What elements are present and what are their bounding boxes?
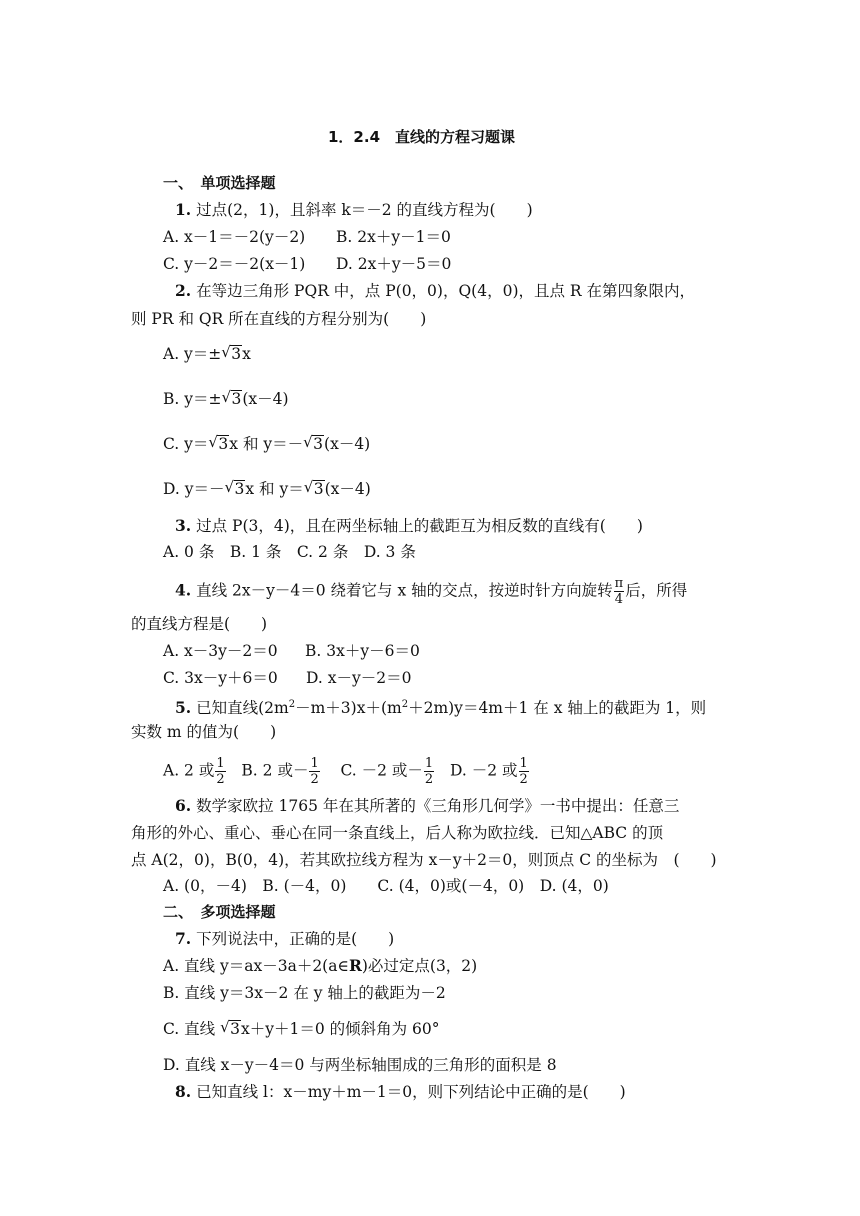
fraction-half: $\frac{1}{2}$ bbox=[310, 756, 319, 787]
q4-option-a: A. x－3y－2＝0 bbox=[163, 642, 278, 660]
fraction-half: $\frac{1}{2}$ bbox=[216, 756, 225, 787]
q7-option-a: A. 直线 y＝ax－3a＋2(a∈R)必过定点(3，2) bbox=[163, 956, 478, 975]
fraction-half: $\frac{1}{2}$ bbox=[519, 756, 528, 787]
section-single-choice: 一、 单项选择题 bbox=[163, 174, 276, 192]
q6-stem-line3: 点 A(2，0)，B(0，4)，若其欧拉线方程为 x－y＋2＝0，则顶点 C 的坐标为 ( ) bbox=[131, 851, 717, 869]
q2-option-b: B. y＝±√ 3(x－4) bbox=[163, 388, 289, 410]
q4-option-c: C. 3x－y＋6＝0 bbox=[163, 669, 278, 687]
sqrt: √ 3 bbox=[229, 1020, 241, 1037]
sqrt: √ 3 bbox=[217, 435, 229, 452]
q6-stem-line1: 6. 数学家欧拉 1765 年在其所著的《三角形几何学》一书中提出：任意三 bbox=[175, 796, 680, 815]
q1-option-a: A. x－1＝－2(y－2) bbox=[163, 228, 306, 246]
q7-option-b: B. 直线 y＝3x－2 在 y 轴上的截距为－2 bbox=[163, 984, 446, 1002]
q2-option-c: C. y＝√ 3x 和 y＝－√ 3(x－4) bbox=[163, 433, 370, 455]
q5-stem-line1: 5. 已知直线$(2m^2-m+3)x+(m^2+2m)y=4m+1$ 在 x 轴上的截距为 1，则 bbox=[175, 698, 707, 717]
q8-stem: 8. 已知直线 l：x－my＋m－1＝0，则下列结论中正确的是( ) bbox=[175, 1082, 626, 1101]
sqrt: √ 3 bbox=[234, 480, 246, 497]
q7-stem: 7. 下列说法中，正确的是( ) bbox=[175, 929, 395, 948]
q2-stem-line2: 则 PR 和 QR 所在直线的方程分别为( ) bbox=[131, 310, 427, 328]
q5-stem-line2: 实数 m 的值为( ) bbox=[131, 723, 277, 741]
q1-option-c: C. y－2＝－2(x－1) bbox=[163, 255, 306, 273]
fraction-pi-over-4: $\frac{\pi}{4}$ bbox=[614, 576, 624, 607]
q2-option-a: A. y＝±√ 3x bbox=[163, 343, 251, 365]
q2-stem-line1: 2. 在等边三角形 PQR 中，点 P(0，0)，Q(4，0)，且点 R 在第四象限内， bbox=[175, 281, 696, 300]
sqrt: √ 3 bbox=[312, 435, 324, 452]
sqrt: √ 3 bbox=[313, 480, 325, 497]
sqrt: √ 3 bbox=[231, 390, 243, 407]
section-multiple-choice: 二、 多项选择题 bbox=[163, 903, 276, 921]
page-title: 1．2.4 直线的方程习题课 bbox=[328, 128, 516, 146]
q4-option-d: D. x－y－2＝0 bbox=[306, 669, 412, 687]
q7-option-d: D. 直线 x－y－4＝0 与两坐标轴围成的三角形的面积是 8 bbox=[163, 1056, 557, 1074]
q7-option-c: C. 直线 √ 3x＋y＋1＝0 的倾斜角为 60° bbox=[163, 1018, 440, 1040]
q2-option-d: D. y＝－√ 3x 和 y＝√ 3(x－4) bbox=[163, 478, 371, 500]
q4-option-b: B. 3x＋y－6＝0 bbox=[305, 642, 420, 660]
q3-options: A. 0 条 B. 1 条 C. 2 条 D. 3 条 bbox=[163, 543, 416, 561]
q5-options: A. 2 或 $\frac{1}{2}$ B. 2 或－ $\frac{1}{2}$ C. －2 或－ $\frac{1}{2}$ D. －2 或 $\frac{1}{2}$ bbox=[163, 756, 528, 787]
fraction-half: $\frac{1}{2}$ bbox=[424, 756, 434, 787]
q4-stem-line2: 的直线方程是( ) bbox=[131, 615, 268, 633]
sqrt: √ 3 bbox=[230, 345, 242, 362]
q6-options: A. (0，－4) B. (－4，0) C. (4，0)或(－4，0) D. (4，0) bbox=[163, 877, 609, 895]
q6-stem-line2: 角形的外心、重心、垂心在同一条直线上，后人称为欧拉线．已知△ABC 的顶 bbox=[131, 824, 664, 842]
q3-stem: 3. 过点 P(3，4)，且在两坐标轴上的截距互为相反数的直线有( ) bbox=[175, 516, 643, 535]
q1-option-b: B. 2x＋y－1＝0 bbox=[336, 228, 451, 246]
q1-stem: 1. 过点(2，1)，且斜率 k＝－2 的直线方程为( ) bbox=[175, 200, 533, 219]
q1-option-d: D. 2x＋y－5＝0 bbox=[336, 255, 452, 273]
q4-stem-line1: 4. 直线 2x－y－4＝0 绕着它与 x 轴的交点，按逆时针方向旋转 $\frac{\pi}{4}$ 后，所得 bbox=[175, 576, 688, 607]
